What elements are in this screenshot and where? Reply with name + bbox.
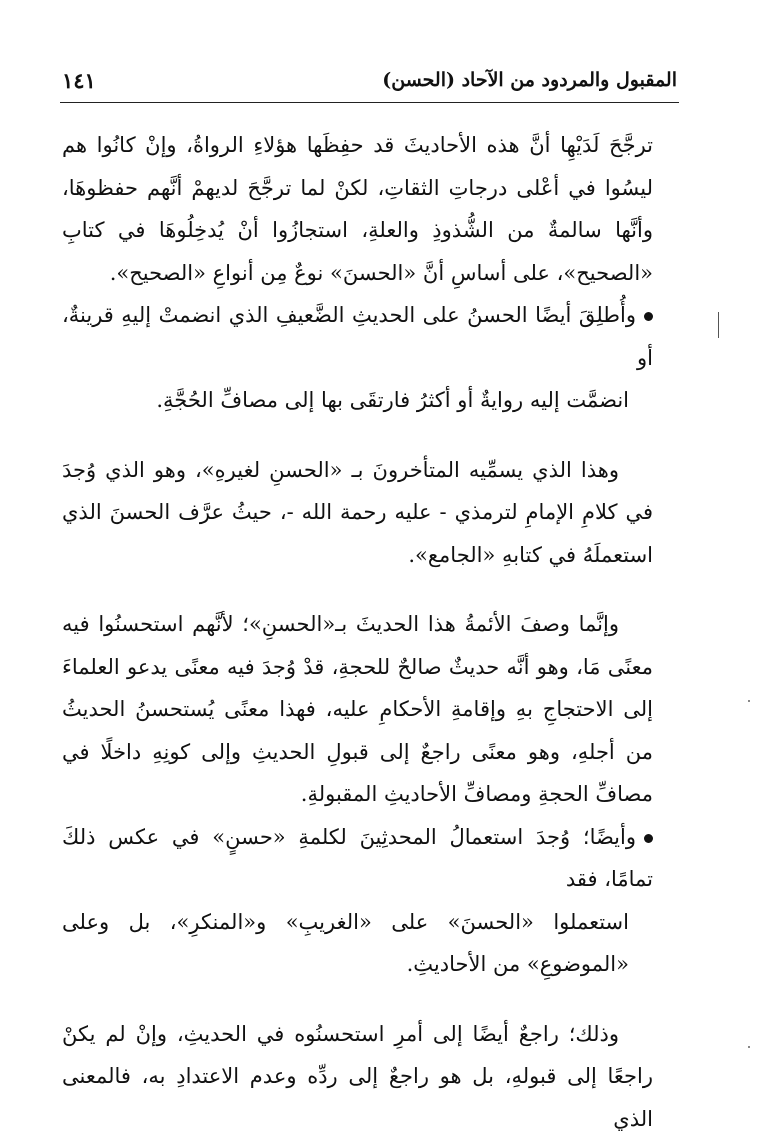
paragraph: وذلك؛ راجعٌ أيضًا إلى أمرِ استحسنُوه في الحديثِ، وإنْ لم يكنْ راجعًا إلى قبولهِ، بل هو راجعٌ إلى ردِّه وعدم الاعتدادِ به، فالمعنى الذي [62,1013,653,1140]
bullet-item [62,816,653,986]
scan-speck [748,1046,750,1048]
bullet-item [62,294,653,422]
bullet-icon [644,312,653,321]
scan-speck [748,700,750,702]
paragraph: وإنَّما وصفَ الأئمةُ هذا الحديثَ بـ«الحسنِ»؛ لأنَّهم استحسنُوا فيه معنًى مَا، وهو أنَّه حديثٌ صالحٌ للحجةِ، قدْ وُجدَ فيه معنًى يدعو العلماءَ إلى الاحتجاجِ بهِ وإقامةِ الأحكامِ عليه، فهذا معنًى يُستحسنُ الحديثُ من أجلهِ، وهو معنًى راجعٌ إلى قبولِ الحديثِ وإلى كونِهِ داخلًا في مصافِّ الحجةِ ومصافِّ الأحاديثِ المقبولةِ. [62,603,653,816]
page-number: ١٤١ [62,68,96,93]
chapter-title: المقبول والمردود من الآحاد (الحسن) [382,69,677,91]
header-divider [60,102,679,103]
bullet-text-continuation: استعملوا «الحسنَ» على «الغريبِ» و«المنكرِ»، بل وعلى «الموضوعِ» من الأحاديثِ. [62,901,653,986]
body-text [62,124,653,1140]
bullet-text-line: وأيضًا؛ وُجدَ استعمالُ المحدثِينَ لكلمةِ «حسنٍ» في عكس ذلكَ تمامًا، فقد [62,825,653,892]
paragraph: ترجَّحَ لَدَيْهِا أنَّ هذه الأحاديثَ قد حفِظَها هؤلاءِ الرواةُ، وإنْ كانُوا هم ليسُوا في أعْلى درجاتِ الثقاتِ، لكنْ لما ترجَّحَ لديهمْ أنَّهم حفظوهَا، وأنَّها سالمةٌ من الشُّذوذِ والعلةِ، استجازُوا أنْ يُدخِلُوهَا في كتابِ «الصحيح»، على أساسِ أنَّ «الحسنَ» نوعٌ مِن أنواعِ «الصحيح». [62,124,653,294]
margin-mark [718,312,719,338]
running-header [62,62,677,98]
bullet-text-continuation: انضمَّت إليه روايةٌ أو أكثرُ فارتقَى بها إلى مصافِّ الحُجَّةِ. [62,379,653,422]
bullet-icon [644,834,653,843]
bullet-text-line: وأُطلِقَ أيضًا الحسنُ على الحديثِ الضَّعيفِ الذي انضمتْ إليهِ قرينةٌ، أو [62,303,653,370]
paragraph: وهذا الذي يسمِّيه المتأخرونَ بـ «الحسنِ لغيرهِ»، وهو الذي وُجدَ في كلامِ الإمامِ لترمذي - عليه رحمة الله -، حيثُ عرَّف الحسنَ الذي استعملَهُ في كتابهِ «الجامع». [62,449,653,577]
